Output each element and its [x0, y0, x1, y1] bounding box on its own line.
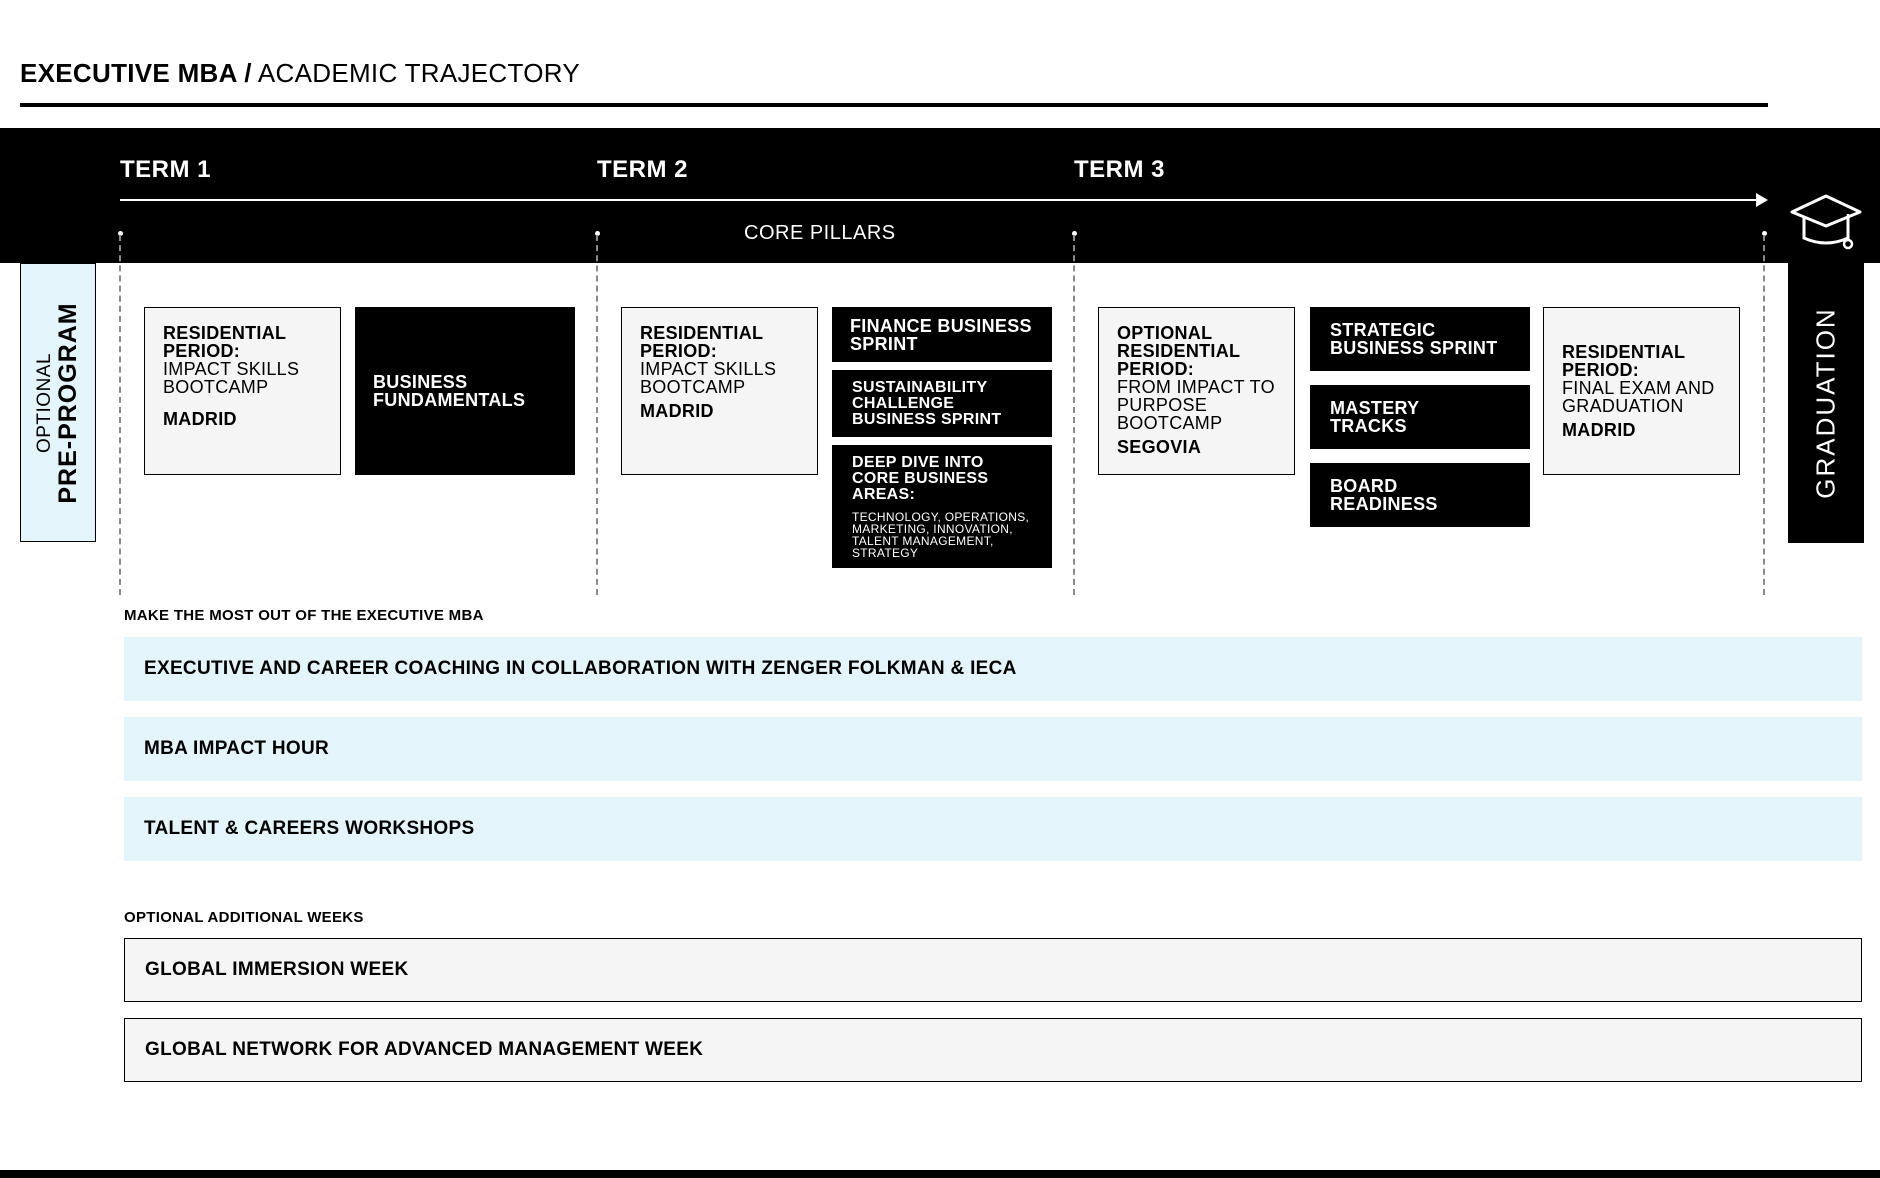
- title-regular: ACADEMIC TRAJECTORY: [257, 58, 580, 88]
- page-title: [20, 58, 580, 89]
- timeline-arrow: [120, 199, 1760, 201]
- term1-residential-box: [144, 307, 341, 475]
- footer-bar: [0, 1170, 1880, 1178]
- optional-weeks-label: OPTIONAL ADDITIONAL WEEKS: [124, 909, 364, 926]
- title-divider: [20, 103, 1768, 107]
- box-location: MADRID: [640, 401, 714, 421]
- box-title: MASTERY TRACKS: [1330, 398, 1420, 436]
- box-title: SUSTAINABILITY CHALLENGE BUSINESS SPRINT: [852, 378, 1002, 428]
- business-fundamentals-box: [355, 307, 575, 475]
- graduation-cap-icon: [1788, 192, 1864, 256]
- box-title: RESIDENTIAL PERIOD:: [640, 323, 763, 361]
- box-subtitle: FROM IMPACT TO PURPOSE BOOTCAMP: [1117, 377, 1275, 433]
- term-divider: [596, 235, 598, 595]
- term-divider: [1763, 235, 1765, 595]
- box-title: BOARD READINESS: [1330, 476, 1438, 514]
- box-title: STRATEGIC BUSINESS SPRINT: [1330, 320, 1498, 358]
- box-title: FINANCE BUSINESS SPRINT: [850, 315, 1032, 354]
- finance-sprint-box: [832, 307, 1052, 362]
- graduation-label: [1788, 263, 1864, 543]
- box-title: DEEP DIVE INTO CORE BUSINESS AREAS:: [852, 454, 989, 503]
- box-subtitle: IMPACT SKILLS BOOTCAMP: [640, 359, 777, 397]
- final-residential-box: [1543, 307, 1740, 475]
- box-title: RESIDENTIAL PERIOD:: [1562, 342, 1685, 380]
- pre-program-label: [20, 263, 96, 542]
- box-subtitle: IMPACT SKILLS BOOTCAMP: [163, 359, 300, 397]
- box-areas: TECHNOLOGY, OPERATIONS, MARKETING, INNOVATION, TALENT MANAGEMENT, STRATEGY: [852, 510, 1030, 560]
- term2-residential-box: [621, 307, 818, 475]
- box-location: SEGOVIA: [1117, 437, 1202, 457]
- term-2-label: TERM 2: [597, 156, 689, 183]
- term-divider: [1073, 235, 1075, 595]
- term-3-label: TERM 3: [1074, 156, 1166, 183]
- graduation-text: GRADUATION: [1810, 307, 1841, 499]
- box-subtitle: FINAL EXAM AND GRADUATION: [1562, 378, 1715, 416]
- sustainability-sprint-box: [832, 370, 1052, 437]
- box-location: MADRID: [1562, 420, 1636, 440]
- timeline-band: [0, 128, 1880, 263]
- pre-program-title: PRE-PROGRAM: [53, 301, 82, 504]
- box-location: MADRID: [163, 409, 237, 429]
- box-title: RESIDENTIAL PERIOD:: [163, 323, 286, 361]
- make-most-label: MAKE THE MOST OUT OF THE EXECUTIVE MBA: [124, 607, 484, 624]
- deep-dive-box: [832, 445, 1052, 568]
- mastery-tracks-box: [1310, 385, 1530, 449]
- workshops-row: TALENT & CAREERS WORKSHOPS: [124, 797, 1862, 861]
- title-bold: EXECUTIVE MBA /: [20, 58, 252, 88]
- pre-program-optional: OPTIONAL: [33, 352, 55, 453]
- core-pillars-label: CORE PILLARS: [744, 222, 896, 244]
- board-readiness-box: [1310, 463, 1530, 527]
- impact-hour-row: MBA IMPACT HOUR: [124, 717, 1862, 781]
- box-title: OPTIONAL RESIDENTIAL PERIOD:: [1117, 323, 1240, 379]
- optional-residential-box: [1098, 307, 1295, 475]
- term-1-label: TERM 1: [120, 156, 212, 183]
- global-immersion-row: GLOBAL IMMERSION WEEK: [124, 938, 1862, 1002]
- box-title: BUSINESS FUNDAMENTALS: [373, 372, 526, 410]
- global-network-row: GLOBAL NETWORK FOR ADVANCED MANAGEMENT WEEK: [124, 1018, 1862, 1082]
- timeline-arrowhead: [1756, 193, 1768, 207]
- coaching-row: EXECUTIVE AND CAREER COACHING IN COLLABORATION WITH ZENGER FOLKMAN & IECA: [124, 637, 1862, 701]
- term-divider: [119, 235, 121, 595]
- strategic-sprint-box: [1310, 307, 1530, 371]
